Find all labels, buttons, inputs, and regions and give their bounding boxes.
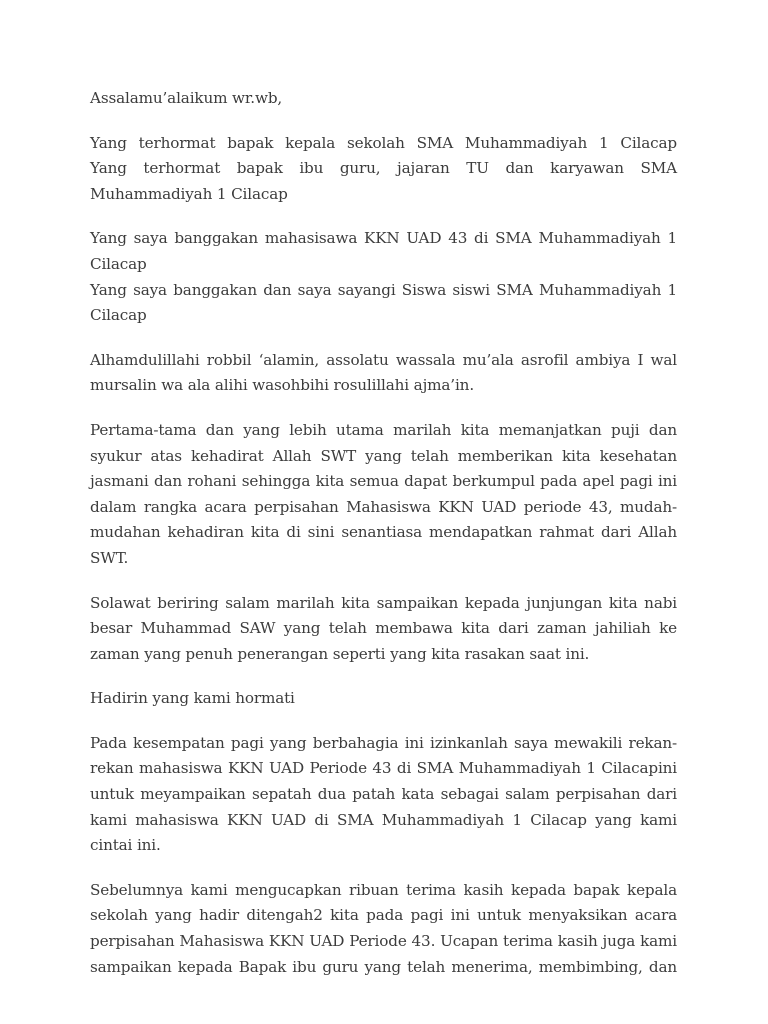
salutation-line: Yang terhormat bapak kepala sekolah SMA Muhammadiyah 1 Cilacap — [90, 133, 677, 152]
salutation-block-1 — [90, 131, 677, 208]
greeting: Assalamu’alaikum wr.wb, — [90, 89, 283, 107]
salutation-block-2 — [90, 226, 677, 328]
speech-document — [90, 86, 677, 999]
paragraph-occasion: Pada kesempatan pagi yang berbahagia ini izinkanlah saya mewakili rekan-rekan mahasiswa KKN UAD Periode 43 di SMA Muhammadiyah 1 Cilacapini untuk meyampaikan sepatah dua patah kata sebagai salam perpisahan dari kami mahasiswa KKN UAD di SMA Muhammadiyah 1 Cilacap yang kami cintai ini. — [90, 733, 677, 855]
salutation-line: Yang terhormat bapak ibu guru, jajaran TU dan karyawan SMA Muhammadiyah 1 Cilacap — [90, 159, 677, 203]
salutation-line: Yang saya banggakan mahasisawa KKN UAD 43 di SMA Muhammadiyah 1 Cilacap — [90, 229, 677, 273]
opening-praise: Alhamdulillahi robbil ‘alamin, assolatu wassala mu’ala asrofil ambiya I wal mursalin wa ala alihi wasohbihi rosulillahi ajma’in. — [90, 350, 677, 395]
salutation-line: Yang saya banggakan dan saya sayangi Siswa siswi SMA Muhammadiyah 1 Cilacap — [90, 280, 677, 325]
paragraph-solawat: Solawat beriring salam marilah kita sampaikan kepada junjungan kita nabi besar Muhammad SAW yang telah membawa kita dari zaman jahiliah ke zaman yang penuh penerangan seperti yang kita rasakan saat ini. — [90, 593, 677, 663]
paragraph-thanks: Sebelumnya kami mengucapkan ribuan terima kasih kepada bapak kepala sekolah yang hadir ditengah2 kita pada pagi ini untuk menyaksikan acara perpisahan Mahasiswa KKN UAD Periode 43. Ucapan terima kasih juga kami sampaikan kepada Bapak ibu guru yang telah menerima, membimbing, dan — [90, 880, 677, 976]
address-audience: Hadirin yang kami hormati — [90, 689, 295, 708]
paragraph-gratitude: Pertama-tama dan yang lebih utama marilah kita memanjatkan puji dan syukur atas kehadirat Allah SWT yang telah memberikan kita kesehatan jasmani dan rohani sehingga kita semua dapat berkumpul pada apel pagi ini dalam rangka acara perpisahan Mahasiswa KKN UAD periode 43, mudah-mudahan kehadiran kita di sini senantiasa mendapatkan rahmat dari Allah SWT. — [90, 420, 677, 567]
